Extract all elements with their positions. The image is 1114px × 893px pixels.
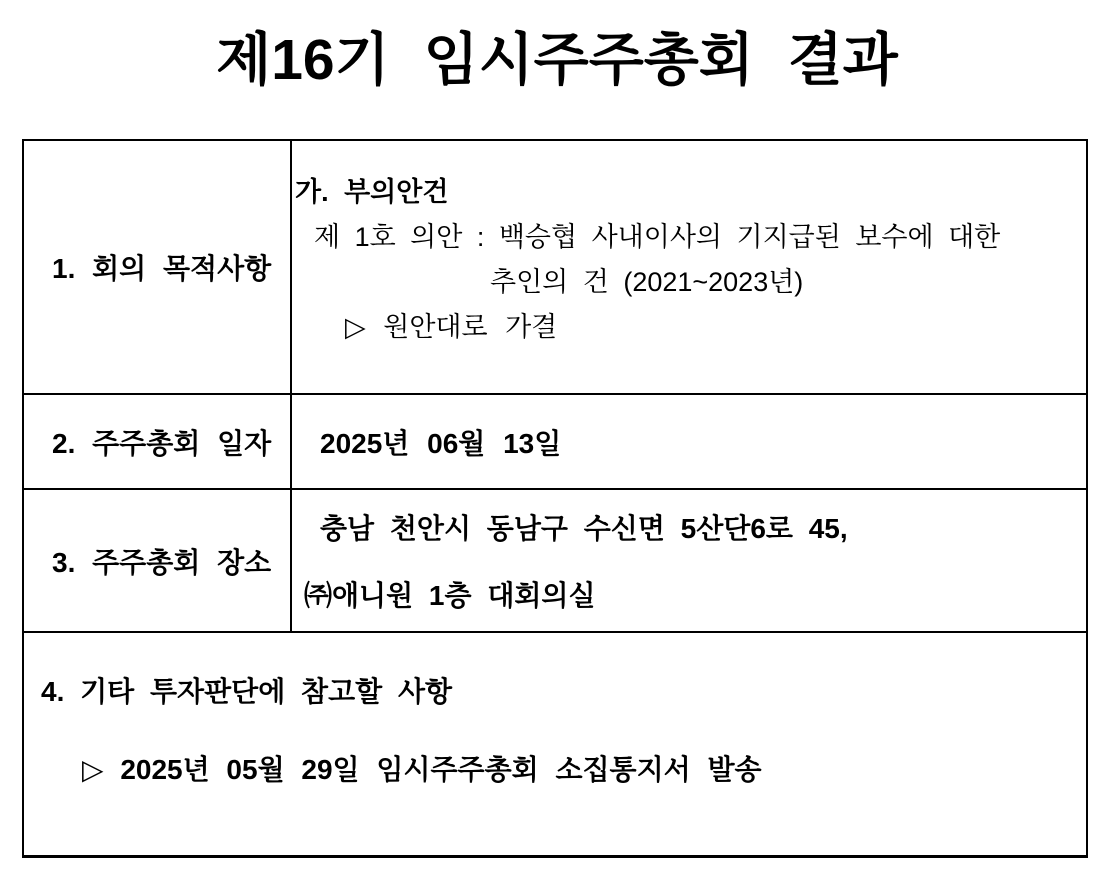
meeting-address-line1: 충남 천안시 동남구 수신면 5산단6로 45,	[320, 513, 848, 544]
agenda-result: ▷ 원안대로 가결	[345, 312, 558, 342]
table-row-other-notes	[24, 633, 1086, 855]
agenda-heading: 가. 부의안건	[295, 177, 449, 207]
row-label-meeting-date: 2. 주주총회 일자	[24, 395, 292, 488]
meeting-result-table	[22, 139, 1088, 858]
agenda-item-line2: 추인의 건 (2021~2023년)	[490, 267, 804, 297]
meeting-address-line2: ㈜애니원 1층 대회의실	[304, 580, 596, 611]
other-notes-detail: ▷ 2025년 05월 29일 임시주주총회 소집통지서 발송	[82, 754, 762, 785]
other-notes-content	[24, 633, 1086, 855]
table-row-meeting-date	[24, 395, 1086, 490]
meeting-date-value: 2025년 06월 13일	[320, 427, 562, 459]
meeting-purpose-content	[292, 141, 1086, 393]
agenda-item-line1: 제 1호 의안 : 백승협 사내이사의 기지급된 보수에 대한	[314, 222, 1001, 252]
table-row-meeting-place	[24, 490, 1086, 633]
row-label-meeting-purpose: 1. 회의 목적사항	[24, 141, 292, 393]
table-row-meeting-purpose	[24, 141, 1086, 395]
row-label-meeting-place: 3. 주주총회 장소	[24, 490, 292, 631]
other-notes-heading: 4. 기타 투자판단에 참고할 사항	[41, 676, 453, 707]
page-title: 제16기 임시주주총회 결과	[216, 28, 898, 92]
meeting-place-content	[292, 490, 1086, 631]
